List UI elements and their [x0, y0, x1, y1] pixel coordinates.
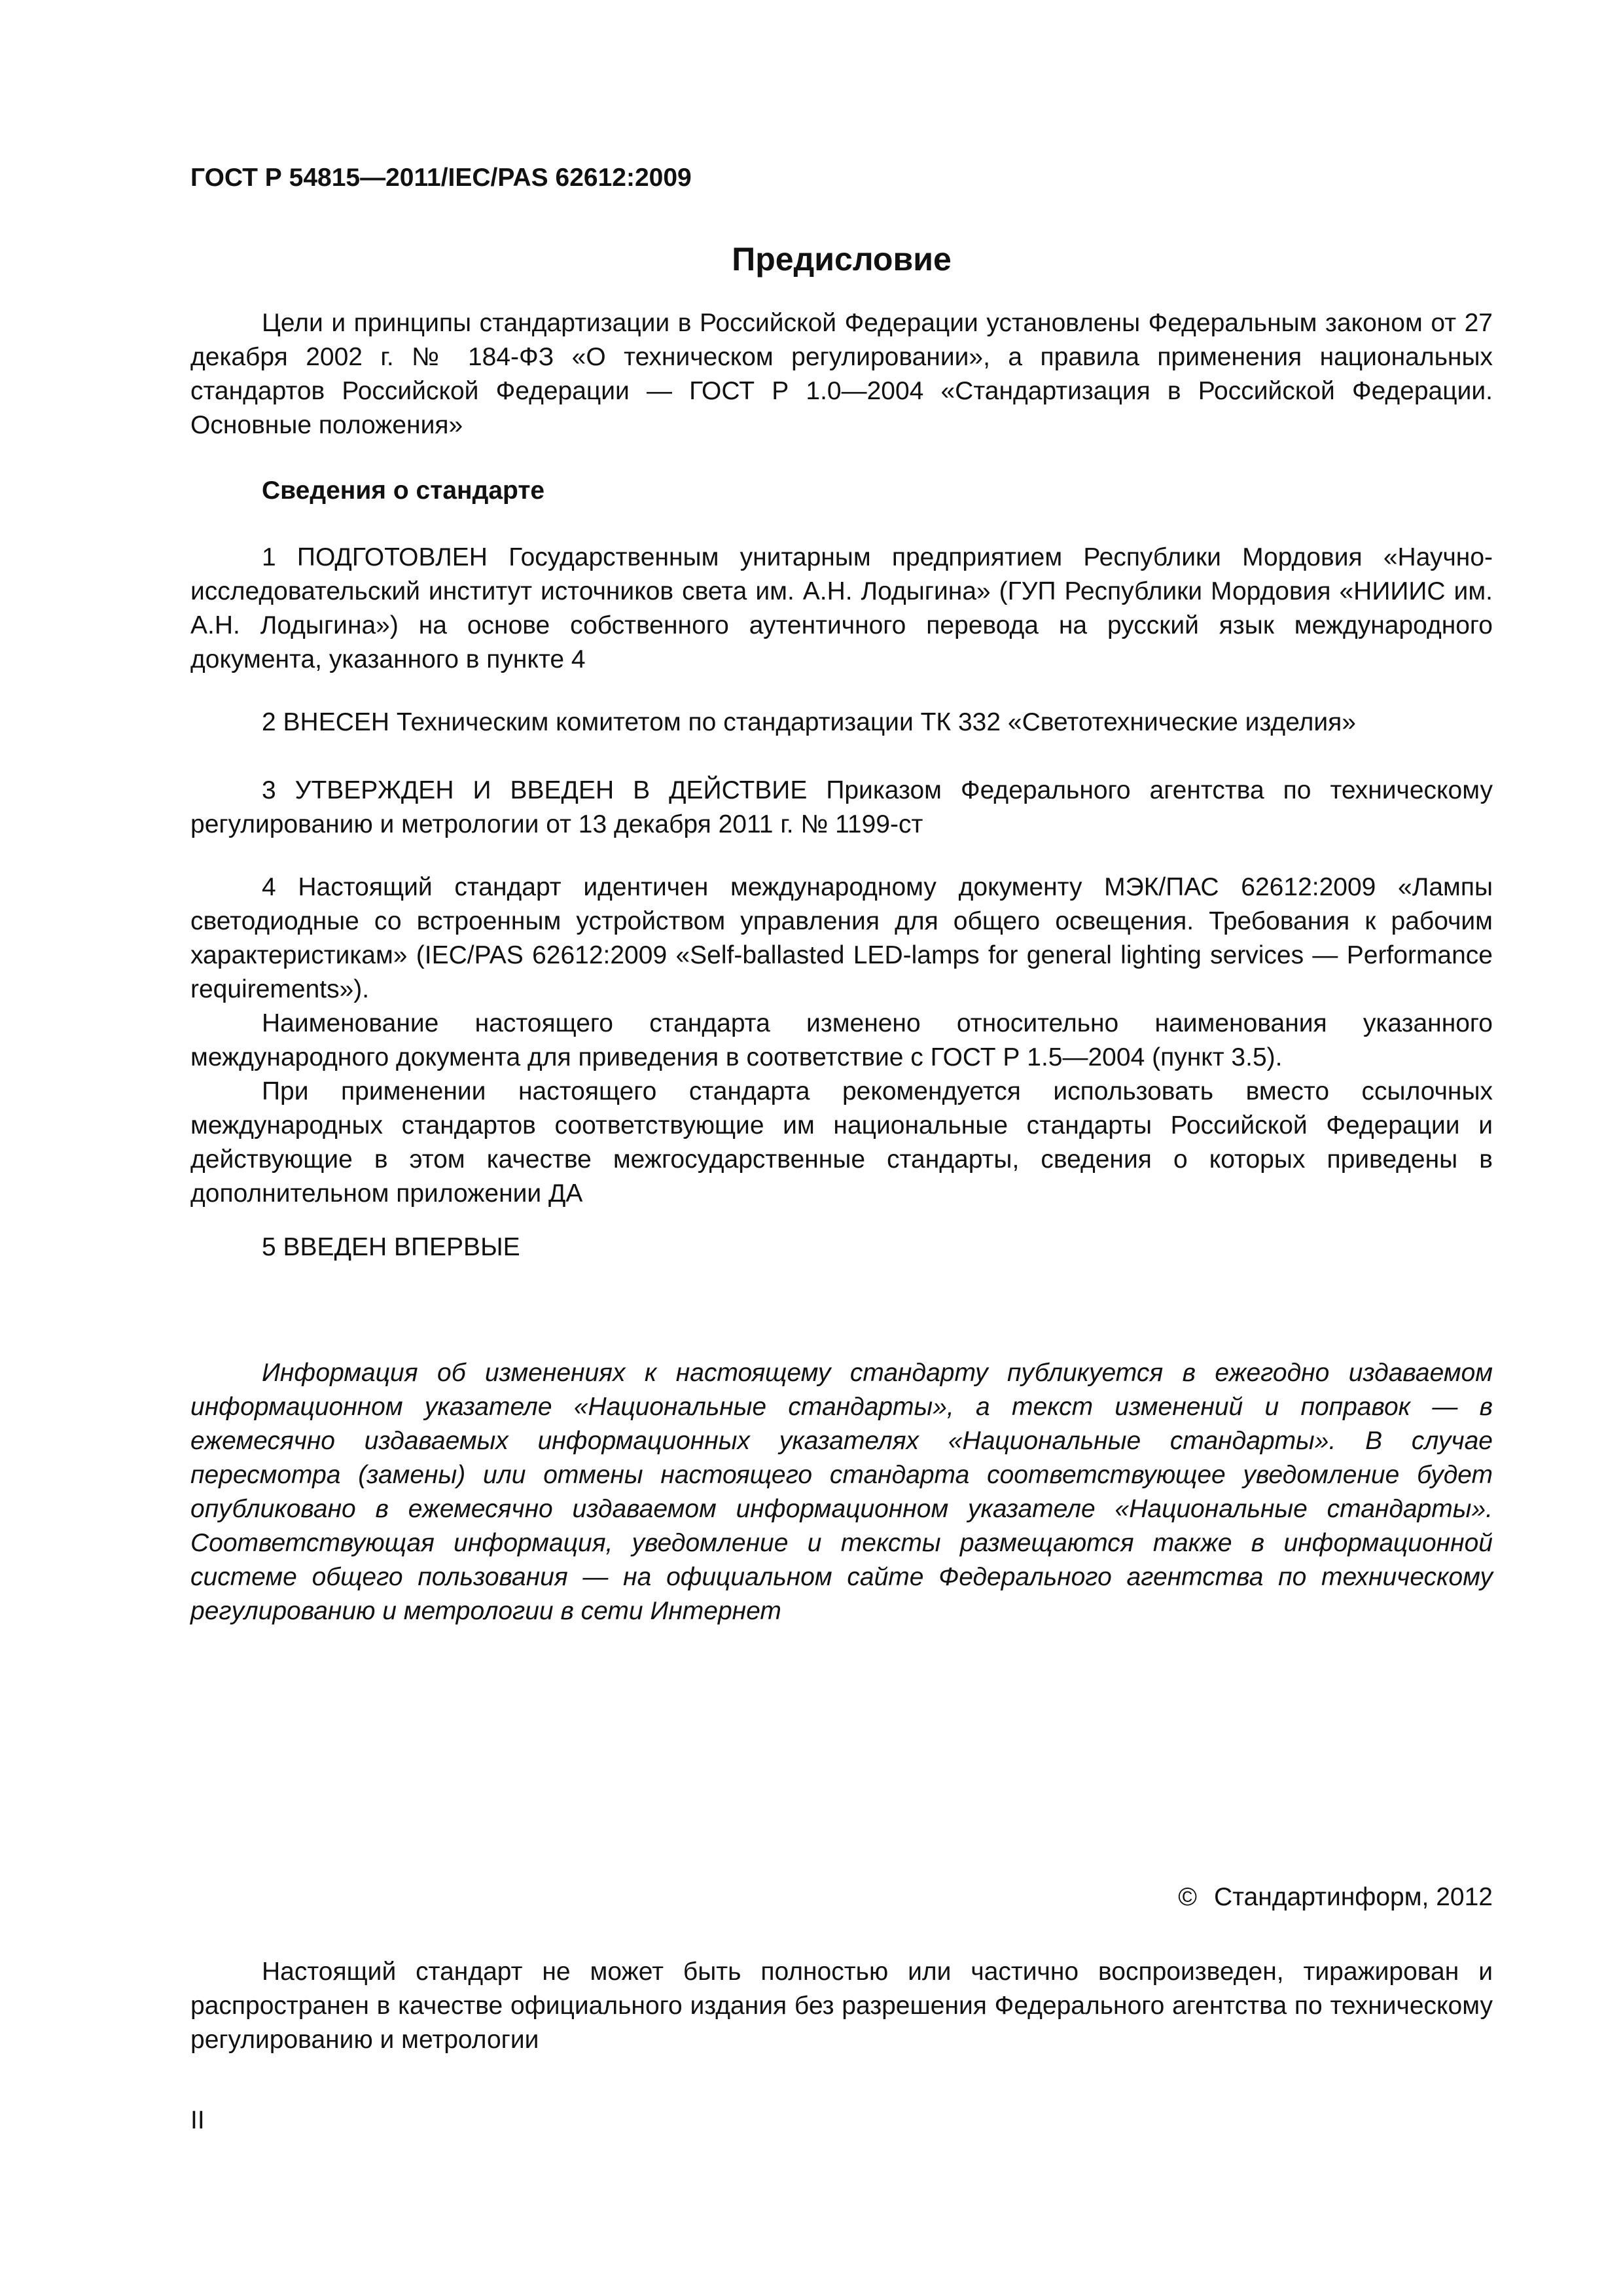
changes-notice-paragraph: Информация об изменениях к настоящему стандарту публикуется в ежегодно издаваемом информационном указателе «Национальные стандарты», а текст изменений и поправок — в ежемесячно издаваемых информационных указателях «Национальные стандарты». В случае пересмотра (замены) или отмены настоящего стандарта соответствующее уведомление будет опубликовано в ежемесячно издаваемом информационном указателе «Национальные стандарты». Соответствующая информация, уведомление и тексты размещаются также в информационной системе общего пользования — на официальном сайте Федерального агентства по техническому регулированию и метрологии в сети Интернет [190, 1359, 1493, 1625]
copyright-line [1178, 1880, 1493, 1914]
preface-intro-block [190, 306, 1493, 442]
item-5-paragraph: 5 ВВЕДЕН ВПЕРВЫЕ [262, 1233, 520, 1261]
item-4-reference-paragraph: При применении настоящего стандарта рекомендуется использовать вместо ссылочных международных стандартов соответствующие им национальные стандарты Российской Федерации и действующие в этом качестве межгосударственные стандарты, сведения о которых приведены в дополнительном приложении ДА [190, 1077, 1493, 1208]
item-3-paragraph: 3 УТВЕРЖДЕН И ВВЕДЕН В ДЕЙСТВИЕ Приказом Федерального агентства по техническому регулированию и метрологии от 13 декабря 2011 г. № 1199-ст [190, 776, 1493, 838]
copyright-text: Стандартинформ, 2012 [1214, 1883, 1493, 1911]
item-1-block [190, 541, 1493, 677]
item-4-paragraph: 4 Настоящий стандарт идентичен международному документу МЭК/ПАС 62612:2009 «Лампы светодиодные со встроенным устройством управления для общего освещения. Требования к рабочим характеристикам» (IEC/PAS 62612:2009 «Self-ballasted LED-lamps for general lighting services — Performance requirements»). [190, 873, 1493, 1003]
item-4-name-change-paragraph: Наименование настоящего стандарта изменено относительно наименования указанного международного документа для приведения в соответствие с ГОСТ Р 1.5—2004 (пункт 3.5). [190, 1009, 1493, 1071]
standard-info-subheading: Сведения о стандарте [262, 476, 545, 505]
item-4-block [190, 870, 1493, 1211]
item-2-paragraph: 2 ВНЕСЕН Техническим комитетом по стандартизации ТК 332 «Светотехнические изделия» [262, 708, 1356, 736]
preface-title: Предисловие [732, 241, 952, 278]
reproduction-notice-block [190, 1955, 1493, 2057]
page-number: II [190, 2106, 205, 2134]
item-2-block [190, 706, 1493, 740]
preface-intro-paragraph: Цели и принципы стандартизации в Российской Федерации установлены Федеральным законом от 27 декабря 2002 г. № 184-ФЗ «О техническом регулировании», а правила применения национальных стандартов Российской Федерации — ГОСТ Р 1.0—2004 «Стандартизация в Российской Федерации. Основные положения» [190, 309, 1493, 439]
item-3-block [190, 774, 1493, 842]
document-code-header: ГОСТ Р 54815—2011/IEC/PAS 62612:2009 [190, 164, 692, 192]
reproduction-notice-paragraph: Настоящий стандарт не может быть полностью или частично воспроизведен, тиражирован и распространен в качестве официального издания без разрешения Федерального агентства по техническому регулированию и метрологии [190, 1958, 1493, 2054]
changes-notice-block [190, 1356, 1493, 1628]
item-5-block [190, 1230, 1493, 1265]
item-1-paragraph: 1 ПОДГОТОВЛЕН Государственным унитарным предприятием Республики Мордовия «Научно-исследовательский институт источников света им. А.Н. Лодыгина» (ГУП Республики Мордовия «НИИИС им. А.Н. Лодыгина») на основе собственного аутентичного перевода на русский язык международного документа, указанного в пункте 4 [190, 543, 1493, 673]
copyright-icon: © [1178, 1883, 1197, 1911]
